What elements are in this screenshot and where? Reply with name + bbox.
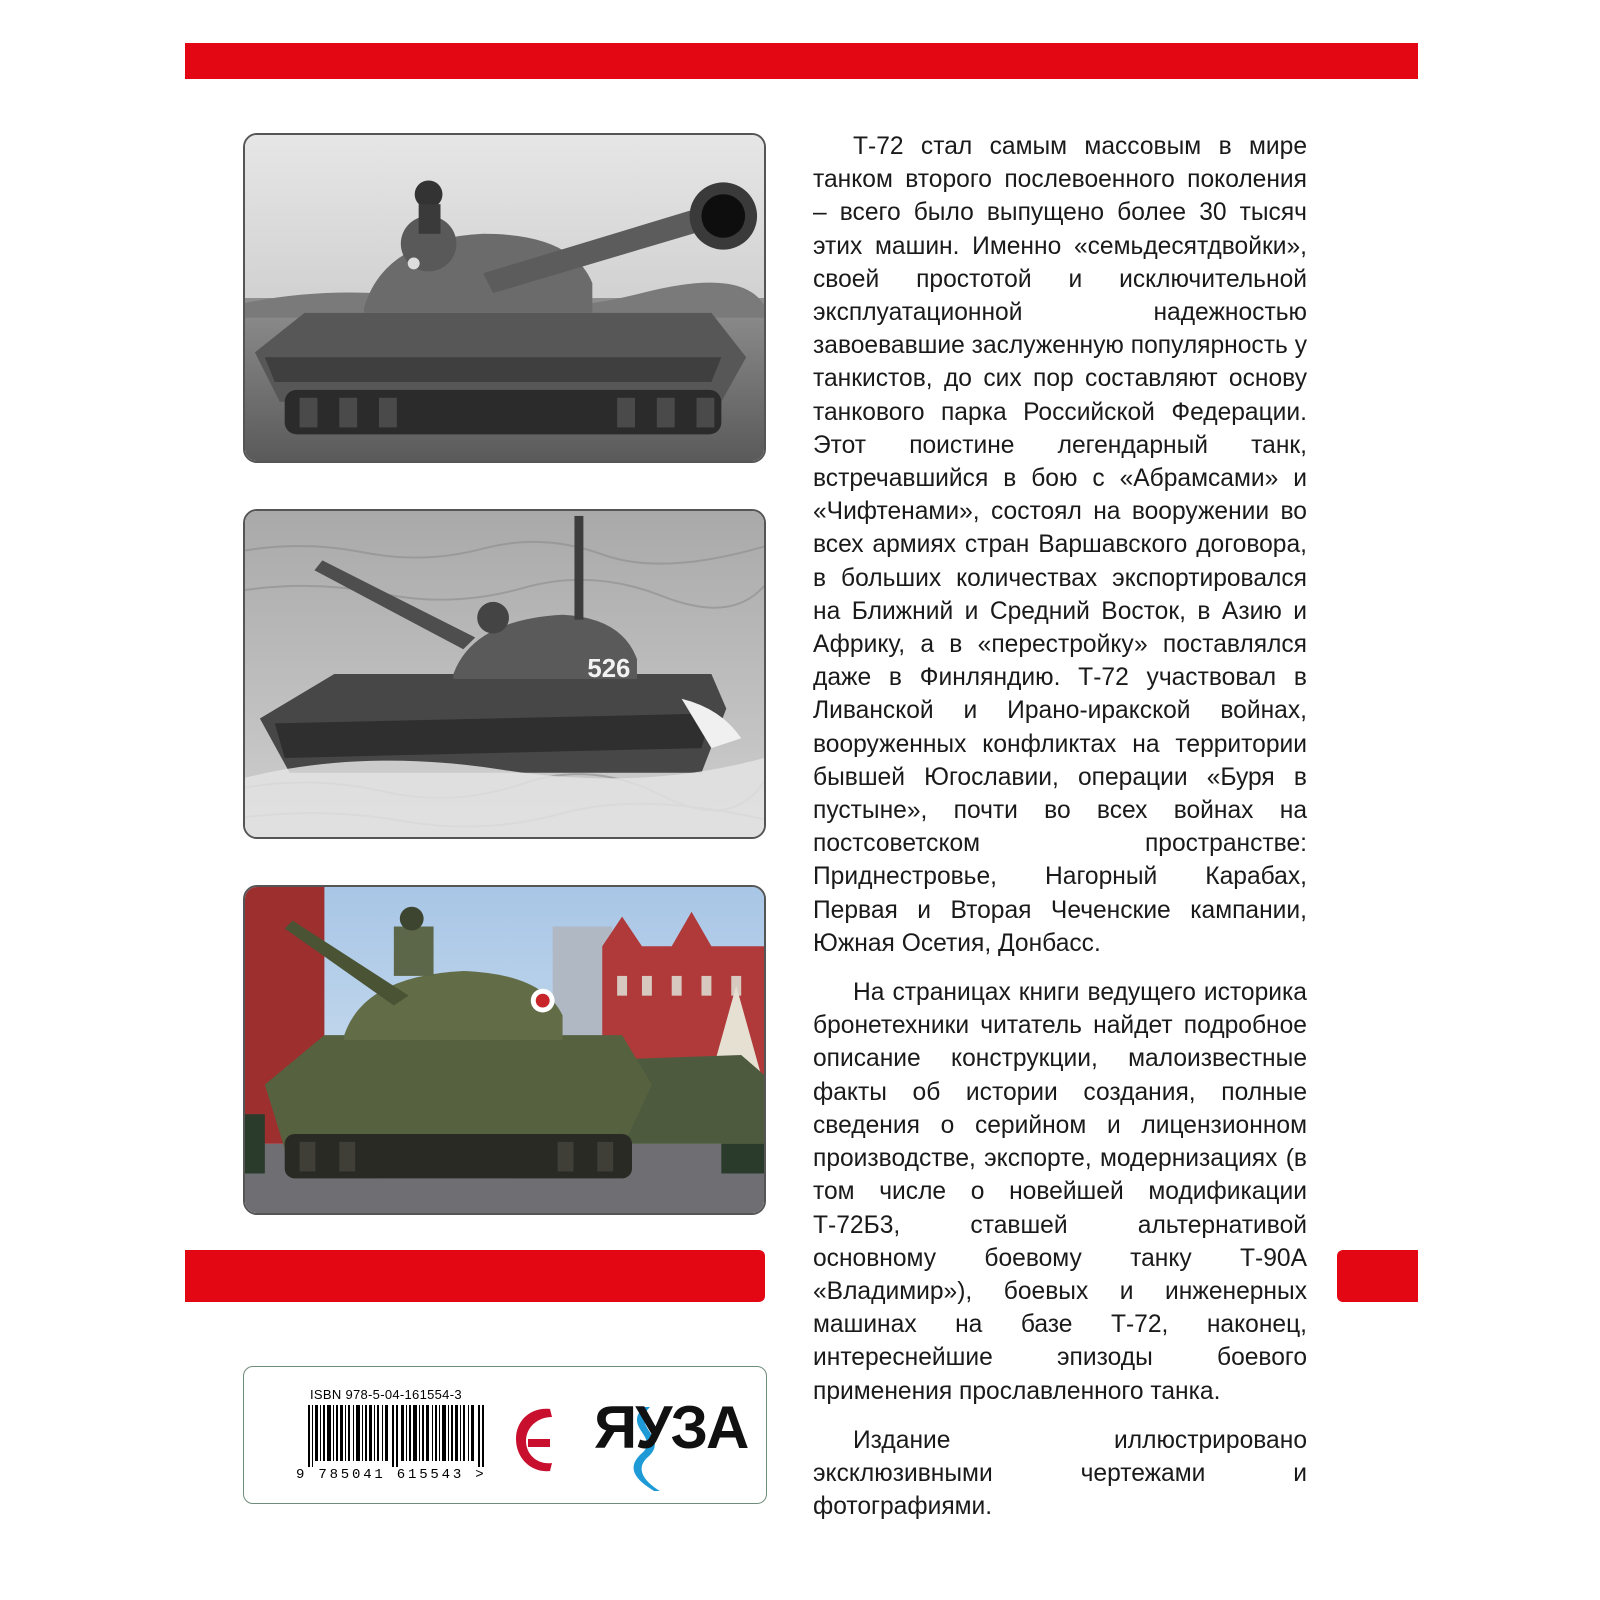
top-red-bar — [185, 43, 1418, 79]
t72-parade-illustration — [245, 887, 764, 1213]
middle-red-bar-right — [1337, 1250, 1418, 1302]
middle-red-bar-left — [185, 1250, 765, 1302]
t72-parade-photo — [243, 885, 766, 1215]
paragraph-2: На страницах книги ведущего историка бронетехники читатель найдет подробное описание конструкции, малоизвестные факты об истории создания, полные сведения о серийном и лицензионном производстве, экспорте, модернизациях (в том числе о новейшей модификации Т-72Б3, ставшей альтернативой основному боевому танку Т-90А «Владимир»), боевых и инженерных машинах на базе Т-72, наконец, интереснейшие эпизоды боевого применения прославленного танка. — [813, 979, 1307, 1405]
t72-field-photo — [243, 133, 766, 463]
t72-water-illustration — [245, 511, 764, 837]
eksmo-logo-icon — [510, 1401, 558, 1479]
t72-water-photo — [243, 509, 766, 839]
isbn-label: ISBN 978-5-04-161554-3 — [310, 1387, 462, 1402]
annotation-text — [813, 130, 1307, 1539]
barcode-icon — [308, 1405, 484, 1467]
hull-number: 526 — [587, 655, 631, 683]
barcode-digits: 9 785041 615543 > — [296, 1467, 487, 1483]
t72-field-illustration — [245, 135, 764, 461]
yauza-logo: ЯУЗА — [594, 1394, 748, 1461]
paragraph-3: Издание иллюстрировано эксклюзивными чертежами и фотографиями. — [813, 1426, 1307, 1521]
barcode-panel — [243, 1366, 767, 1504]
paragraph-1: Т-72 стал самым массовым в мире танком второго послевоенного поколения – всего было выпущено более 30 тысяч этих машин. Именно «семьдесятдвойки», своей простотой и исключительной эксплуатационной надежностью завоевавшие заслуженную популярность у танкистов, до сих пор составляют основу танкового парка Российской Федерации. Этот поистине легендарный танк, встречавшийся в бою с «Абрамсами» и «Чифтенами», состоял на вооружении во всех армиях стран Варшавского договора, в больших количествах экспортировался на Ближний и Средний Восток, в Азию и Африку, а в «перестройку» поставлялся даже в Финляндию. Т-72 участвовал в Ливанской и Ирано-иракской войнах, вооруженных конфликтах на территории бывшей Югославии, операции «Буря в пустыне», почти во всех войнах на постсоветском пространстве: Приднестровье, Нагорный Карабах, Первая и Вторая Чеченские кампании, Южная Осетия, Донбасс. — [813, 133, 1307, 957]
